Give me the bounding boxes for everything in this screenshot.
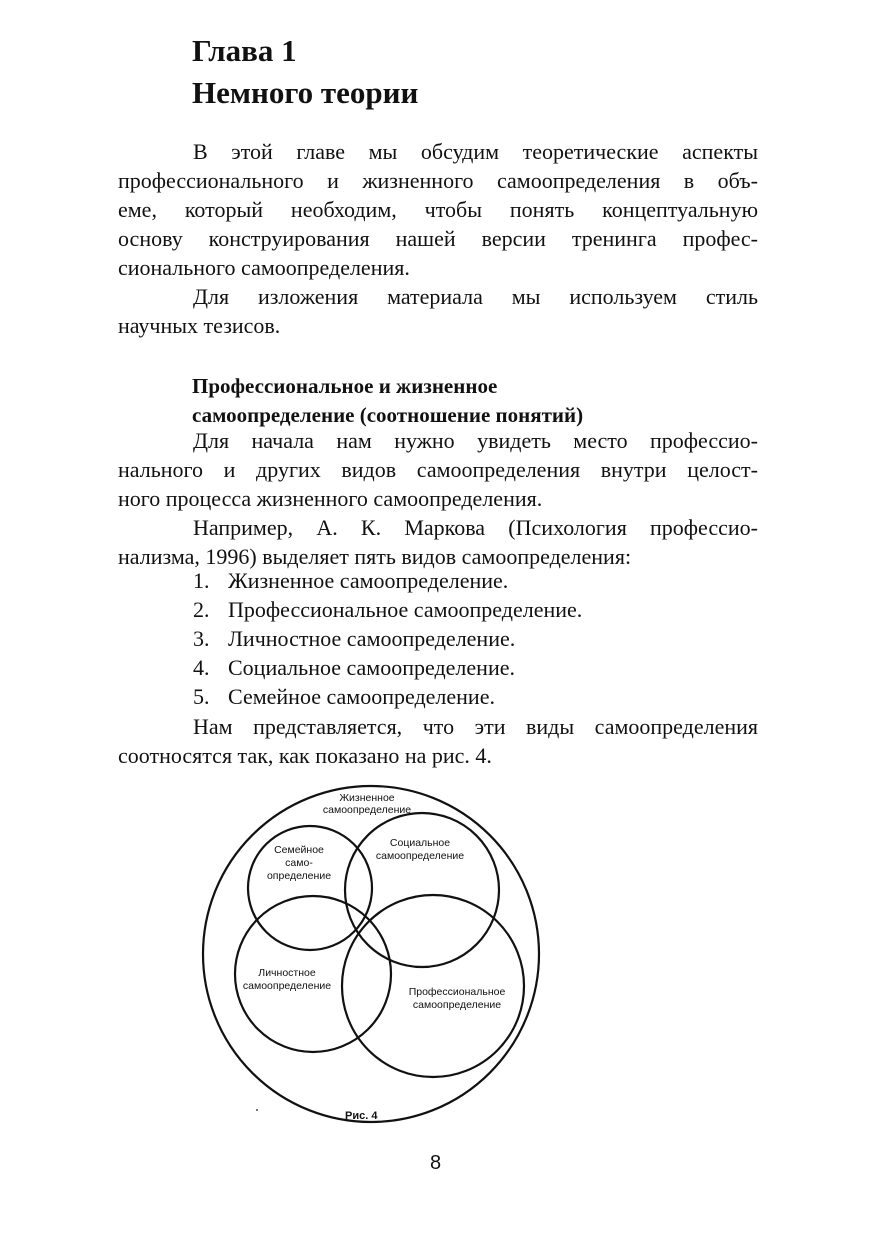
family-label: Семейное	[274, 844, 324, 856]
intro-paragraph-2	[118, 282, 758, 340]
list-number: 4.	[193, 655, 210, 680]
text-line: Нам представляется, что эти виды самоопределения	[193, 714, 758, 739]
text-line: еме, который необходим, чтобы понять концептуальную	[118, 197, 758, 222]
text-line: научных тезисов.	[118, 313, 281, 338]
list-item	[193, 595, 582, 624]
numbered-list	[193, 566, 582, 711]
figure-caption: Рис. 4	[345, 1110, 378, 1122]
list-number: 3.	[193, 626, 210, 651]
social-label: Социальное	[389, 837, 451, 849]
section-title	[192, 372, 583, 430]
venn-diagram-figure	[195, 778, 555, 1130]
section-title-line: Профессиональное и жизненное	[192, 374, 498, 398]
section-paragraph-1	[118, 426, 758, 513]
text-line: Для начала нам нужно увидеть место профессио-	[193, 428, 758, 453]
chapter-number: Глава 1	[192, 33, 297, 68]
list-item	[193, 566, 582, 595]
text-line: нального и других видов самоопределения внутри целост-	[118, 457, 758, 482]
professional-label: Профессиональное	[408, 986, 506, 998]
text-line: нализма, 1996) выделяет пять видов самоопределения:	[118, 544, 632, 569]
list-number: 1.	[193, 568, 210, 593]
list-number: 5.	[193, 684, 210, 709]
intro-paragraph-1	[118, 137, 758, 282]
outer-label: самоопределение	[322, 804, 412, 816]
text-line: Например, А. К. Маркова (Психология профессио-	[193, 515, 758, 540]
page-number: 8	[430, 1152, 442, 1174]
section-paragraph-3	[118, 712, 758, 770]
section-title-line: самоопределение (соотношение понятий)	[192, 403, 584, 427]
outer-circle	[203, 786, 539, 1122]
text-line: ного процесса жизненного самоопределения.	[118, 486, 543, 511]
list-text: Личностное самоопределение.	[228, 626, 516, 651]
text-line: В этой главе мы обсудим теоретические аспекты	[193, 139, 758, 164]
personal-label: Личностное	[258, 967, 316, 979]
text-line: соотносятся так, как показано на рис. 4.	[118, 743, 492, 768]
text-line: Для изложения материала мы используем стиль	[193, 284, 758, 309]
text-line: сионального самоопределения.	[118, 255, 410, 280]
personal-label: самоопределение	[242, 980, 332, 992]
text-line: основу конструирования нашей версии тренинга профес-	[118, 226, 758, 251]
list-item	[193, 653, 582, 682]
list-item	[193, 624, 582, 653]
chapter-title: Немного теории	[192, 75, 419, 110]
list-text: Социальное самоопределение.	[228, 655, 515, 680]
scan-speck	[256, 1109, 258, 1111]
social-label: самоопределение	[375, 850, 465, 862]
family-label: определение	[266, 870, 332, 882]
professional-label: самоопределение	[412, 999, 502, 1011]
list-text: Профессиональное самоопределение.	[228, 597, 583, 622]
list-text: Семейное самоопределение.	[228, 684, 495, 709]
section-paragraph-2	[118, 513, 758, 571]
venn-diagram	[195, 778, 555, 1130]
text-line: профессионального и жизненного самоопределения в объ-	[118, 168, 758, 193]
list-item	[193, 682, 582, 711]
outer-label: Жизненное	[339, 792, 395, 804]
chapter-heading	[192, 30, 418, 114]
family-label: само-	[285, 857, 313, 869]
list-number: 2.	[193, 597, 210, 622]
list-text: Жизненное самоопределение.	[228, 568, 509, 593]
